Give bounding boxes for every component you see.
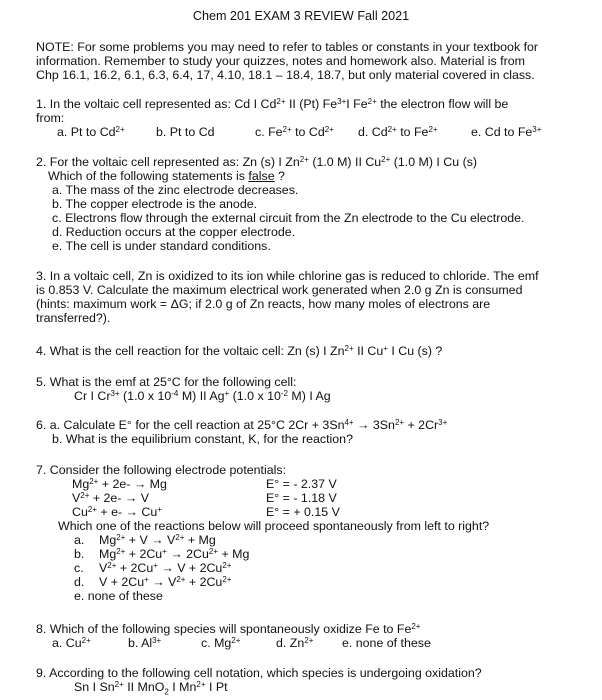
q7-option-d-label: d.	[74, 575, 85, 589]
document-title: Chem 201 EXAM 3 REVIEW Fall 2021	[192, 9, 410, 23]
q1-option-c: c. $Fe^{2+}$ to $Cd^{2+}$	[255, 125, 334, 139]
question-2-prompt: Which of the following statements is false ?	[48, 169, 285, 183]
q1-option-e: e. Cd to $Fe^{3+}$	[471, 125, 542, 139]
potential-cu-half: $Cu^{2+} + e- \to Cu^+$	[72, 505, 162, 519]
question-5-cell: Cr I $Cr^{3+}$ (1.0 x $10^{-4}$ M) II Ag+ (1.0 x $10^{-2}$ M) I Ag	[74, 389, 331, 403]
question-1-stem: 1. In the voltaic cell represented as: Cd I $Cd^{2+}$ II (Pt) $Fe^{3+}I$ $Fe^{2+}$ the electron flow will be	[36, 97, 509, 111]
question-6b: b. What is the equilibrium constant, K, for the reaction?	[52, 432, 353, 446]
q2-option-a: a. The mass of the zinc electrode decreases.	[52, 183, 299, 197]
question-2-stem: 2. For the voltaic cell represented as: Zn (s) I $Zn^{2+}$ (1.0 M) II $Cu^{2+}$ (1.0 M) I Cu (s)	[36, 155, 478, 169]
q7-option-c-label: c.	[74, 561, 84, 575]
q1-option-d: d. $Cd^{2+}$ to $Fe^{2+}$	[358, 125, 438, 139]
question-4: 4. What is the cell reaction for the voltaic cell: Zn (s) I $Zn^{2+}$ II Cu+ I Cu (s) ?	[36, 344, 443, 358]
q2-option-d: d. Reduction occurs at the copper electrode.	[52, 225, 296, 239]
q8-option-b: b. $Al^{3+}$	[128, 636, 162, 650]
q7-option-a: $Mg^{2+} + V \to V^{2+} + Mg$	[99, 533, 216, 547]
potential-cu-value: E° = + 0.15 V	[266, 505, 340, 519]
q1-option-b: b. Pt to Cd	[156, 125, 215, 139]
q7-option-d: $V + 2Cu^+ \to V^{2+} + 2Cu^{2+}$	[99, 575, 232, 589]
question-3-line-1: 3. In a voltaic cell, Zn is oxidized to its ion while chlorine gas is reduced to chloride. The emf	[36, 269, 539, 283]
q2-option-b: b. The copper electrode is the anode.	[52, 197, 258, 211]
question-5-stem: 5. What is the emf at 25°C for the following cell:	[36, 375, 297, 389]
note-line-2: information. Remember to study your quizzes, notes and homework also. Material is from	[36, 54, 525, 68]
question-3-line-2: is 0.853 V. Calculate the maximum electrical work generated when 2.0 g Zn is consumed	[36, 283, 523, 297]
question-3-line-3: (hints: maximum work = ΔG; if 2.0 g of Zn reacts, how many moles of electrons are	[36, 297, 491, 311]
q8-option-e: e. none of these	[342, 636, 431, 650]
question-1-stem-cont: from:	[36, 111, 65, 125]
q8-option-d: d. $Zn^{2+}$	[276, 636, 314, 650]
question-7-prompt: Which one of the reactions below will proceed spontaneously from left to right?	[58, 519, 490, 533]
question-6a: 6. a. Calculate E° for the cell reaction at 25°C $2Cr + 3Sn^{4+} \to 3Sn^{2+} + 2Cr^{3+}$	[36, 418, 448, 432]
question-7-stem: 7. Consider the following electrode potentials:	[36, 463, 287, 477]
q7-option-e: e. none of these	[74, 589, 163, 603]
potential-v-value: E° = - 1.18 V	[266, 491, 337, 505]
question-3-line-4: transferred?).	[36, 311, 111, 325]
potential-mg-half: $Mg^{2+} + 2e- \to Mg$	[72, 477, 167, 491]
q7-option-a-label: a.	[74, 533, 85, 547]
question-9-cell: Sn I $Sn^{2+}$ II MnO$_2$ I $Mn^{2+}$ I Pt	[74, 680, 228, 697]
q1-option-a: a. Pt to $Cd^{2+}$	[57, 125, 125, 139]
note-line-1: NOTE: For some problems you may need to refer to tables or constants in your textbook for	[36, 40, 539, 54]
question-8-stem: 8. Which of the following species will spontaneously oxidize Fe to $Fe^{2+}$	[36, 622, 421, 636]
q2-option-c: c. Electrons flow through the external circuit from the Zn electrode to the Cu electrode.	[52, 211, 525, 225]
q8-option-c: c. $Mg^{2+}$	[201, 636, 241, 650]
q7-option-c: $V^{2+} + 2Cu^+ \to V + 2Cu^{2+}$	[99, 561, 232, 575]
q2-option-e: e. The cell is under standard conditions.	[52, 239, 271, 253]
q7-option-b: $Mg^{2+} + 2Cu^+ \to 2Cu^{2+} + Mg$	[99, 547, 250, 561]
note-line-3: Chp 16.1, 16.2, 6.1, 6.3, 6.4, 17, 4.10, 18.1 – 18.4, 18.7, but only material covered in class.	[36, 68, 535, 82]
potential-v-half: $V^{2+} + 2e- \to V$	[72, 491, 149, 505]
q8-option-a: a. $Cu^{2+}$	[52, 636, 91, 650]
potential-mg-value: E° = - 2.37 V	[266, 477, 337, 491]
question-9-stem: 9. According to the following cell notation, which species is undergoing oxidation?	[36, 666, 482, 680]
q7-option-b-label: b.	[74, 547, 85, 561]
